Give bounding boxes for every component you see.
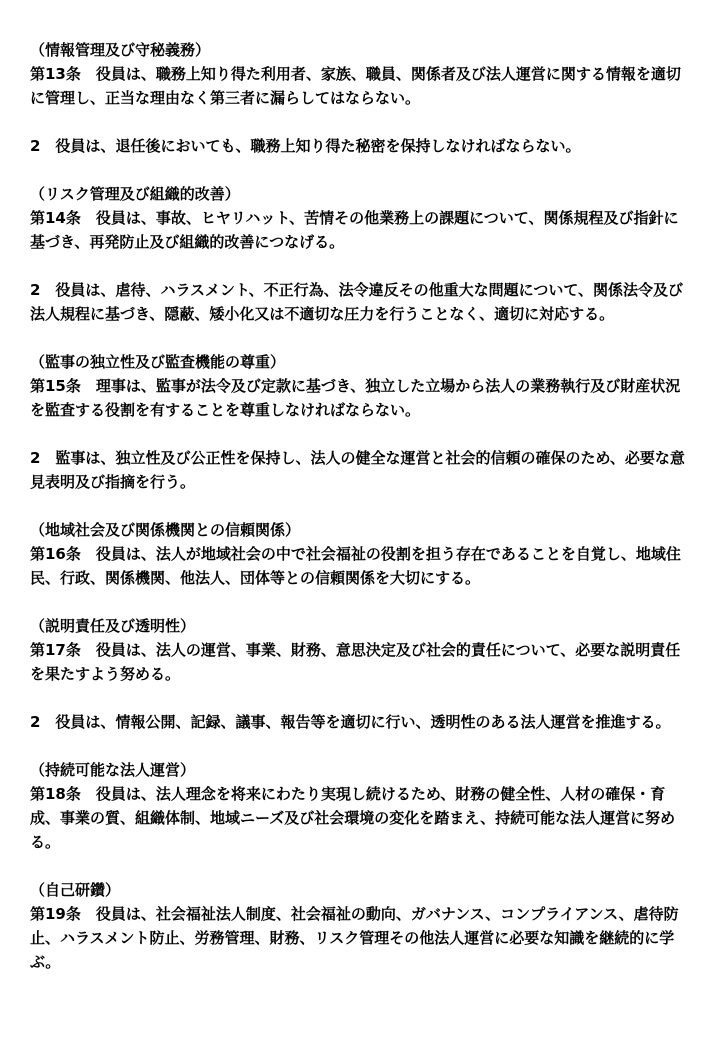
article-17-section xyxy=(30,614,692,734)
article-19-section xyxy=(30,878,692,974)
article-15-paragraph-2: 2 監事は、独立性及び公正性を保持し、法人の健全な運営と社会的信頼の確保のため、必要な意見表明及び指摘を行う。 xyxy=(30,449,685,491)
article-16-heading: （地域社会及び関係機関との信頼関係） xyxy=(30,521,301,539)
article-15-heading: （監事の独立性及び監査機能の尊重） xyxy=(30,353,286,371)
article-14-heading: （リスク管理及び組織的改善） xyxy=(30,185,240,203)
article-16-paragraph-1: 第16条 役員は、法人が地域社会の中で社会福祉の役割を担う存在であることを自覚し、地域住民、行政、関係機関、他法人、団体等との信頼関係を大切にする。 xyxy=(30,545,681,587)
article-18-paragraph-1: 第18条 役員は、法人理念を将来にわたり実現し続けるため、財務の健全性、人材の確保・育成、事業の質、組織体制、地域ニーズ及び社会環境の変化を踏まえ、持続可能な法人運営に努める。 xyxy=(30,785,676,851)
article-13-paragraph-1: 第13条 役員は、職務上知り得た利用者、家族、職員、関係者及び法人運営に関する情報を適切に管理し、正当な理由なく第三者に漏らしてはならない。 xyxy=(30,65,681,107)
article-17-heading: （説明責任及び透明性） xyxy=(30,617,196,635)
document-body xyxy=(30,38,692,974)
article-19-heading: （自己研鑽） xyxy=(30,881,121,899)
article-18-heading: （持続可能な法人運営） xyxy=(30,761,196,779)
article-17-paragraph-1: 第17条 役員は、法人の運営、事業、財務、意思決定及び社会的責任について、必要な説明責任を果たすよう努める。 xyxy=(30,641,681,683)
article-14-section xyxy=(30,182,692,326)
article-13-section xyxy=(30,38,692,158)
article-17-paragraph-2: 2 役員は、情報公開、記録、議事、報告等を適切に行い、透明性のある法人運営を推進する。 xyxy=(30,713,671,731)
article-16-section xyxy=(30,518,692,590)
article-13-heading: （情報管理及び守秘義務） xyxy=(30,41,211,59)
article-15-paragraph-1: 第15条 理事は、監事が法令及び定款に基づき、独立した立場から法人の業務執行及び財産状況を監査する役割を有することを尊重しなければならない。 xyxy=(30,377,681,419)
article-15-section xyxy=(30,350,692,494)
article-18-section xyxy=(30,758,692,854)
article-14-paragraph-1: 第14条 役員は、事故、ヒヤリハット、苦情その他業務上の課題について、関係規程及び指針に基づき、再発防止及び組織的改善につなげる。 xyxy=(30,209,679,251)
article-13-paragraph-2: 2 役員は、退任後においても、職務上知り得た秘密を保持しなければならない。 xyxy=(30,137,581,155)
article-19-paragraph-1: 第19条 役員は、社会福祉法人制度、社会福祉の動向、ガバナンス、コンプライアンス、虐待防止、ハラスメント防止、労務管理、財務、リスク管理その他法人運営に必要な知識を継続的に学ぶ。 xyxy=(30,905,679,971)
article-14-paragraph-2: 2 役員は、虐待、ハラスメント、不正行為、法令違反その他重大な問題について、関係法令及び法人規程に基づき、隠蔽、矮小化又は不適切な圧力を行うことなく、適切に対応する。 xyxy=(30,281,684,323)
